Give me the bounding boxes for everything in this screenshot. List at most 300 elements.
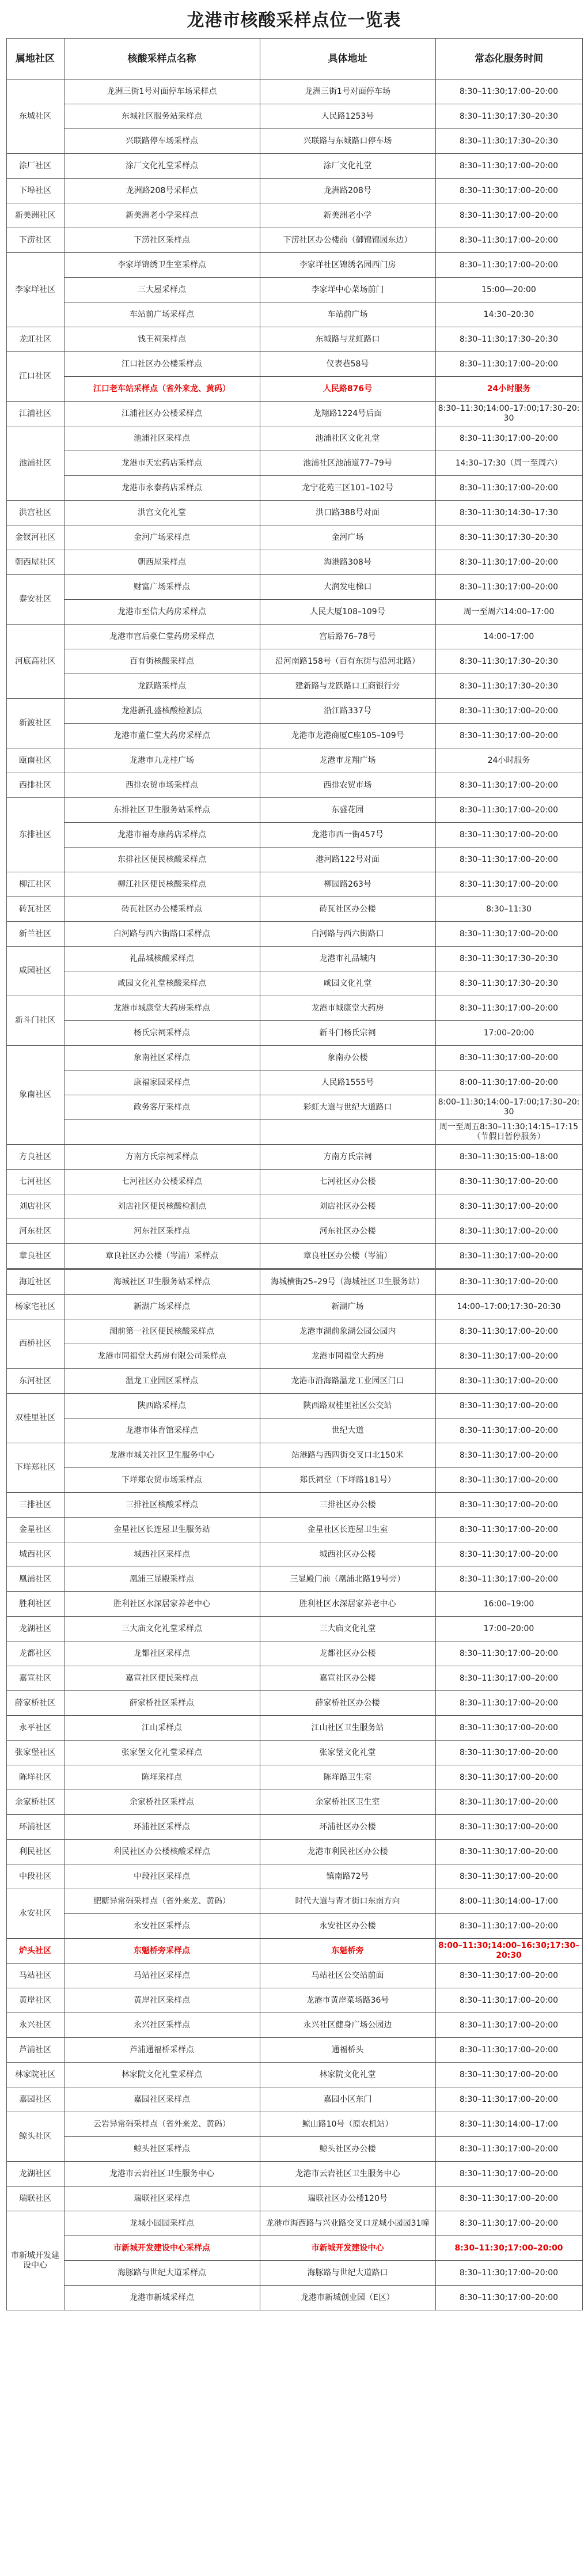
cell-service-time: 8:30–11:30;17:00–20:00 (435, 798, 582, 823)
table-row (6, 748, 582, 773)
table-row (6, 476, 582, 501)
cell-service-time: 8:30–11:30;17:00–20:00 (435, 1790, 582, 1815)
cell-community: 砖瓦社区 (6, 897, 64, 922)
cell-address: 龙港市西一街457号 (260, 823, 435, 848)
cell-site-name: 康福家园采样点 (64, 1071, 260, 1095)
table-row (6, 80, 582, 104)
cell-service-time: 8:30–11:30;17:00–20:00 (435, 1244, 582, 1269)
cell-site-name: 涂厂文化礼堂采样点 (64, 154, 260, 179)
cell-address: 陈垟路卫生室 (260, 1765, 435, 1790)
table-row (6, 1641, 582, 1666)
cell-site-name: 龙城小园园采样点 (64, 2211, 260, 2236)
cell-community: 杨家宅社区 (6, 1295, 64, 1319)
table-row (6, 2187, 582, 2211)
cell-site-name: 龙港市董仁堂大药房采样点 (64, 724, 260, 748)
cell-service-time: 8:30–11:30;17:00–20:00 (435, 848, 582, 872)
cell-community: 胜利社区 (6, 1592, 64, 1617)
table-row (6, 203, 582, 228)
cell-site-name: 兴联路停车场采样点 (64, 129, 260, 154)
table-header-row (6, 39, 582, 80)
cell-site-name: 龙港市宫后豪仁堂药房采样点 (64, 625, 260, 649)
cell-site-name: 车站前广场采样点 (64, 302, 260, 327)
cell-site-name: 咸园文化礼堂核酸采样点 (64, 971, 260, 996)
cell-service-time: 8:30–11:30;17:00–20:00 (435, 1219, 582, 1244)
table-row (6, 550, 582, 575)
cell-community: 龙湖社区 (6, 2162, 64, 2187)
cell-service-time: 8:30–11:30;17:00–20:00 (435, 352, 582, 377)
cell-service-time: 8:30–11:30;17:00–20:00 (435, 1988, 582, 2013)
cell-site-name: 龙港市福寿康药店采样点 (64, 823, 260, 848)
cell-address: 龙港市新城创业园（E区） (260, 2286, 435, 2310)
table-row (6, 377, 582, 402)
table-row (6, 947, 582, 971)
cell-address: 龙港市湖前象湖公园公园内 (260, 1319, 435, 1344)
cell-service-time: 8:30–11:30;17:00–20:00 (435, 1418, 582, 1443)
cell-address: 城西社区办公楼 (260, 1542, 435, 1567)
cell-community: 林家院社区 (6, 2063, 64, 2087)
cell-address: 龙洲三街1号对面停车场 (260, 80, 435, 104)
cell-service-time: 8:30–11:30;17:00–20:00 (435, 550, 582, 575)
cell-site-name: 下垟郑农贸市场采样点 (64, 1468, 260, 1493)
cell-site-name: 永安社区采样点 (64, 1914, 260, 1939)
cell-address: 郑氏祠堂（下垟路181号） (260, 1468, 435, 1493)
cell-site-name: 龙港市至信大药房采样点 (64, 600, 260, 625)
cell-community: 永平社区 (6, 1716, 64, 1741)
cell-address: 东魁桥旁 (260, 1939, 435, 1964)
cell-service-time: 8:30–11:30;17:30–20:30 (435, 525, 582, 550)
cell-address: 通福桥头 (260, 2038, 435, 2063)
table-row (6, 1691, 582, 1716)
table-row (6, 1219, 582, 1244)
cell-site-name: 砖瓦社区办公楼采样点 (64, 897, 260, 922)
cell-site-name: 林家院文化礼堂采样点 (64, 2063, 260, 2087)
cell-community: 江口社区 (6, 352, 64, 402)
cell-site-name: 章良社区办公楼（岑浦）采样点 (64, 1244, 260, 1269)
cell-address (260, 1120, 435, 1145)
cell-address: 洪口路388号对面 (260, 501, 435, 525)
cell-service-time: 8:30–11:30;17:00–20:00 (435, 1518, 582, 1542)
cell-community: 东河社区 (6, 1369, 64, 1394)
cell-community: 龙湖社区 (6, 1617, 64, 1641)
cell-address: 三排社区办公楼 (260, 1493, 435, 1518)
cell-service-time: 8:30–11:30;17:00–20:00 (435, 426, 582, 451)
cell-community: 朝西屋社区 (6, 550, 64, 575)
cell-community: 新美洲社区 (6, 203, 64, 228)
cell-community: 陈垟社区 (6, 1765, 64, 1790)
cell-address: 鲸山路10号（原农机站） (260, 2112, 435, 2137)
cell-community: 薛家桥社区 (6, 1691, 64, 1716)
cell-service-time: 8:30–11:30;17:00–20:00 (435, 2137, 582, 2162)
cell-service-time: 8:30–11:30;17:00–20:00 (435, 1542, 582, 1567)
cell-address: 龙港市同福堂大药房 (260, 1344, 435, 1369)
cell-address: 新斗门杨氏宗祠 (260, 1021, 435, 1046)
cell-address: 人民路1253号 (260, 104, 435, 129)
cell-site-name: 张家堡文化礼堂采样点 (64, 1741, 260, 1765)
cell-service-time: 16:00–19:00 (435, 1592, 582, 1617)
cell-service-time: 8:30–11:30;17:00–20:00 (435, 2087, 582, 2112)
cell-community: 炉头社区 (6, 1939, 64, 1964)
cell-site-name: 七河社区办公楼采样点 (64, 1170, 260, 1194)
cell-site-name: 肥糖异常码采样点（省外来龙、黄码） (64, 1889, 260, 1914)
cell-site-name: 海城社区卫生服务站采样点 (64, 1269, 260, 1295)
cell-service-time: 8:30–11:30;17:00–20:00 (435, 1567, 582, 1592)
cell-community: 下垟郑社区 (6, 1443, 64, 1493)
cell-community: 张家堡社区 (6, 1741, 64, 1765)
cell-site-name: 湖前第一社区便民核酸采样点 (64, 1319, 260, 1344)
table-row (6, 2211, 582, 2236)
cell-address: 下涝社区办公楼前（御锦锦园东边） (260, 228, 435, 253)
cell-community: 东城社区 (6, 80, 64, 154)
cell-address: 嘉园小区东门 (260, 2087, 435, 2112)
cell-address: 刘店社区办公楼 (260, 1194, 435, 1219)
cell-service-time: 8:30–11:30;17:00–20:00 (435, 773, 582, 798)
cell-site-name: 龙港市云岩社区卫生服务中心 (64, 2162, 260, 2187)
table-body (6, 80, 582, 2310)
cell-address: 胜利社区水深居家养老中心 (260, 1592, 435, 1617)
cell-site-name: 陕西路采样点 (64, 1394, 260, 1418)
cell-service-time: 14:30–20:30 (435, 302, 582, 327)
cell-community: 嘉宣社区 (6, 1666, 64, 1691)
cell-site-name: 芦浦通福桥采样点 (64, 2038, 260, 2063)
cell-site-name: 江口社区办公楼采样点 (64, 352, 260, 377)
table-row (6, 2038, 582, 2063)
cell-address: 金河广场 (260, 525, 435, 550)
cell-site-name: 龙港市新城采样点 (64, 2286, 260, 2310)
cell-site-name: 中段社区采样点 (64, 1864, 260, 1889)
table-row (6, 1170, 582, 1194)
cell-address: 永兴社区健身广场公园边 (260, 2013, 435, 2038)
cell-address: 鲸头社区办公楼 (260, 2137, 435, 2162)
cell-address: 象南办公楼 (260, 1046, 435, 1071)
cell-site-name: 河东社区采样点 (64, 1219, 260, 1244)
cell-community: 新斗门社区 (6, 996, 64, 1046)
cell-site-name: 胜利社区水深居家养老中心 (64, 1592, 260, 1617)
cell-site-name: 利民社区办公楼核酸采样点 (64, 1840, 260, 1864)
cell-site-name: 新湖广场采样点 (64, 1295, 260, 1319)
cell-community: 象南社区 (6, 1046, 64, 1145)
cell-service-time: 17:00–20:00 (435, 1021, 582, 1046)
table-row (6, 104, 582, 129)
cell-site-name: 池浦社区采样点 (64, 426, 260, 451)
cell-service-time: 8:30–11:30;17:30–20:30 (435, 947, 582, 971)
cell-community: 环浦社区 (6, 1815, 64, 1840)
cell-community: 金星社区 (6, 1518, 64, 1542)
cell-service-time: 24小时服务 (435, 748, 582, 773)
cell-service-time: 8:30–11:30;17:00–20:00 (435, 154, 582, 179)
table-row (6, 1269, 582, 1295)
cell-address: 龙翔路1224号后面 (260, 402, 435, 426)
cell-site-name: 金河广场采样点 (64, 525, 260, 550)
cell-service-time: 8:00–11:30;14:00–17:00;17:30–20:30 (435, 1095, 582, 1120)
table-row (6, 1418, 582, 1443)
cell-community: 双桂里社区 (6, 1394, 64, 1443)
cell-service-time: 8:30–11:30;14:00–17:00 (435, 2112, 582, 2137)
cell-community: 涂厂社区 (6, 154, 64, 179)
cell-service-time: 14:30–17:30（周一至周六） (435, 451, 582, 476)
cell-service-time: 8:30–11:30;17:00–20:00 (435, 2187, 582, 2211)
cell-address: 咸园文化礼堂 (260, 971, 435, 996)
table-row (6, 1443, 582, 1468)
cell-community: 利民社区 (6, 1840, 64, 1864)
table-row (6, 1095, 582, 1120)
cell-site-name: 龙跃路采样点 (64, 674, 260, 699)
cell-community: 龙都社区 (6, 1641, 64, 1666)
cell-address: 龙都社区办公楼 (260, 1641, 435, 1666)
cell-community: 市新城开发建设中心 (6, 2211, 64, 2310)
cell-site-name: 龙都社区采样点 (64, 1641, 260, 1666)
cell-community: 海近社区 (6, 1269, 64, 1295)
cell-community: 瑞联社区 (6, 2187, 64, 2211)
cell-site-name: 凰浦三显殿采样点 (64, 1567, 260, 1592)
cell-site-name: 东魁桥旁采样点 (64, 1939, 260, 1964)
cell-site-name: 财富广场采样点 (64, 575, 260, 600)
cell-site-name: 龙港市城关社区卫生服务中心 (64, 1443, 260, 1468)
table-row (6, 1295, 582, 1319)
cell-site-name: 三大屋采样点 (64, 278, 260, 302)
cell-service-time: 8:30–11:30;17:00–20:00 (435, 1369, 582, 1394)
table-row (6, 773, 582, 798)
cell-site-name (64, 1120, 260, 1145)
table-row (6, 798, 582, 823)
cell-service-time: 8:30–11:30;17:00–20:00 (435, 1741, 582, 1765)
cell-service-time: 8:30–11:30;14:00–17:00;17:30–20:30 (435, 402, 582, 426)
cell-address: 海城横街25–29号（海城社区卫生服务站） (260, 1269, 435, 1295)
table-row (6, 1394, 582, 1418)
table-row (6, 1964, 582, 1988)
cell-site-name: 嘉宣社区便民采样点 (64, 1666, 260, 1691)
cell-address: 柳园路263号 (260, 872, 435, 897)
cell-address: 江山社区卫生服务站 (260, 1716, 435, 1741)
table-row (6, 823, 582, 848)
table-row (6, 1716, 582, 1741)
table-row (6, 848, 582, 872)
cell-community: 洪宫社区 (6, 501, 64, 525)
cell-site-name: 温龙工业园区采样点 (64, 1369, 260, 1394)
cell-community: 东排社区 (6, 798, 64, 872)
cell-service-time: 15:00—20:00 (435, 278, 582, 302)
cell-service-time: 8:30–11:30;17:00–20:00 (435, 1716, 582, 1741)
page-title: 龙港市核酸采样点位一览表 (187, 10, 401, 31)
cell-service-time: 8:00–11:30;14:00–17:00 (435, 1889, 582, 1914)
cell-service-time: 8:30–11:30;17:00–20:00 (435, 179, 582, 203)
cell-community: 下涝社区 (6, 228, 64, 253)
table-row (6, 1914, 582, 1939)
table-row (6, 1518, 582, 1542)
cell-community: 河底高社区 (6, 625, 64, 699)
table-row (6, 1369, 582, 1394)
cell-service-time: 8:30–11:30;17:00–20:00 (435, 1964, 582, 1988)
cell-community: 永安社区 (6, 1889, 64, 1939)
table-row (6, 1145, 582, 1170)
cell-service-time: 8:30–11:30;17:00–20:00 (435, 253, 582, 278)
cell-service-time: 8:30–11:30;17:00–20:00 (435, 1046, 582, 1071)
cell-service-time: 8:30–11:30;17:00–20:00 (435, 1269, 582, 1295)
cell-address: 龙港市龙翔广场 (260, 748, 435, 773)
table-row (6, 1840, 582, 1864)
cell-site-name: 龙港市天宏药店采样点 (64, 451, 260, 476)
cell-address: 龙港市黄岸菜场路36号 (260, 1988, 435, 2013)
cell-site-name: 杨氏宗祠采样点 (64, 1021, 260, 1046)
table-row (6, 625, 582, 649)
table-row (6, 2063, 582, 2087)
cell-service-time: 8:30–11:30;17:30–20:30 (435, 674, 582, 699)
cell-community: 李家垟社区 (6, 253, 64, 327)
header-site-name: 核酸采样点名称 (64, 39, 260, 80)
cell-service-time: 8:30–11:30;17:00–20:00 (435, 1170, 582, 1194)
cell-community: 柳江社区 (6, 872, 64, 897)
cell-address: 李家垟社区锦绣名园西门房 (260, 253, 435, 278)
cell-address: 马站社区公交站前面 (260, 1964, 435, 1988)
cell-community: 新渡社区 (6, 699, 64, 748)
header-community: 属地社区 (6, 39, 64, 80)
cell-service-time: 8:30–11:30;17:30–20:30 (435, 104, 582, 129)
cell-service-time: 周一至周六14:00–17:00 (435, 600, 582, 625)
cell-service-time: 14:00–17:00;17:30–20:30 (435, 1295, 582, 1319)
cell-community: 下埠社区 (6, 179, 64, 203)
cell-service-time: 8:00–11:30;14:00–16:30;17:30–20:30 (435, 1939, 582, 1964)
cell-address: 建新路与龙跃路口工商银行旁 (260, 674, 435, 699)
cell-site-name: 龙港市同福堂大药房有限公司采样点 (64, 1344, 260, 1369)
cell-service-time: 8:30–11:30 (435, 897, 582, 922)
table-row (6, 1864, 582, 1889)
cell-address: 新湖广场 (260, 1295, 435, 1319)
cell-service-time: 8:00–11:30;17:00–20:00 (435, 1071, 582, 1095)
cell-community: 三排社区 (6, 1493, 64, 1518)
table-row (6, 154, 582, 179)
table-row (6, 922, 582, 947)
cell-site-name: 龙港市体育馆采样点 (64, 1418, 260, 1443)
table-row (6, 327, 582, 352)
cell-address: 龙港市礼品城内 (260, 947, 435, 971)
table-row (6, 1790, 582, 1815)
table-row (6, 600, 582, 625)
cell-site-name: 龙洲三街1号对面停车场采样点 (64, 80, 260, 104)
table-row (6, 1493, 582, 1518)
sampling-points-table (6, 38, 583, 2310)
cell-service-time: 8:30–11:30;17:00–20:00 (435, 1864, 582, 1889)
cell-address: 河东社区办公楼 (260, 1219, 435, 1244)
cell-address: 仪表巷58号 (260, 352, 435, 377)
cell-service-time: 17:00–20:00 (435, 1617, 582, 1641)
table-row (6, 501, 582, 525)
cell-address: 嘉宣社区办公楼 (260, 1666, 435, 1691)
cell-address: 车站前广场 (260, 302, 435, 327)
cell-address: 镇南路72号 (260, 1864, 435, 1889)
cell-site-name: 下涝社区采样点 (64, 228, 260, 253)
table-row (6, 649, 582, 674)
cell-community: 中段社区 (6, 1864, 64, 1889)
cell-address: 三大庙文化礼堂 (260, 1617, 435, 1641)
cell-address: 龙港市海西路与兴业路交叉口龙城小园园31幢 (260, 2211, 435, 2236)
cell-address: 环浦社区办公楼 (260, 1815, 435, 1840)
cell-address: 陕西路双桂里社区公交站 (260, 1394, 435, 1418)
cell-address: 市新城开发建设中心 (260, 2236, 435, 2261)
cell-service-time: 8:30–11:30;17:00–20:00 (435, 996, 582, 1021)
table-row (6, 525, 582, 550)
cell-service-time: 8:30–11:30;17:00–20:00 (435, 1394, 582, 1418)
table-row (6, 1542, 582, 1567)
table-row (6, 674, 582, 699)
cell-service-time: 8:30–11:30;17:00–20:00 (435, 872, 582, 897)
cell-community: 城西社区 (6, 1542, 64, 1567)
cell-site-name: 三排社区核酸采样点 (64, 1493, 260, 1518)
cell-address: 龙港市沿海路温龙工业园区门口 (260, 1369, 435, 1394)
cell-community: 刘店社区 (6, 1194, 64, 1219)
table-row (6, 1666, 582, 1691)
cell-site-name: 方南方氏宗祠采样点 (64, 1145, 260, 1170)
cell-site-name: 朝西屋采样点 (64, 550, 260, 575)
table-row (6, 2261, 582, 2286)
cell-site-name: 龙港市九龙桂广场 (64, 748, 260, 773)
cell-service-time: 8:30–11:30;17:00–20:00 (435, 476, 582, 501)
cell-service-time: 8:30–11:30;17:00–20:00 (435, 1815, 582, 1840)
cell-address: 人民路876号 (260, 377, 435, 402)
table-row (6, 724, 582, 748)
cell-community: 章良社区 (6, 1244, 64, 1269)
cell-address: 白河路与西六街路口 (260, 922, 435, 947)
table-row (6, 1071, 582, 1095)
cell-address: 张家堡文化礼堂 (260, 1741, 435, 1765)
table-row (6, 2013, 582, 2038)
cell-address: 方南方氏宗祠 (260, 1145, 435, 1170)
cell-site-name: 象南社区采样点 (64, 1046, 260, 1071)
table-row (6, 2236, 582, 2261)
table-row (6, 1468, 582, 1493)
cell-address: 龙港市城康堂大药房 (260, 996, 435, 1021)
cell-service-time: 8:30–11:30;17:00–20:00 (435, 2211, 582, 2236)
cell-site-name: 永兴社区采样点 (64, 2013, 260, 2038)
cell-service-time: 8:30–11:30;17:00–20:00 (435, 1443, 582, 1468)
table-row (6, 1741, 582, 1765)
cell-community: 池浦社区 (6, 426, 64, 501)
table-row (6, 971, 582, 996)
cell-community: 瓯南社区 (6, 748, 64, 773)
cell-site-name: 柳江社区便民核酸采样点 (64, 872, 260, 897)
cell-address: 世纪大道 (260, 1418, 435, 1443)
cell-community: 七河社区 (6, 1170, 64, 1194)
cell-site-name: 政务客厅采样点 (64, 1095, 260, 1120)
cell-community: 咸园社区 (6, 947, 64, 996)
cell-address: 砖瓦社区办公楼 (260, 897, 435, 922)
cell-site-name: 刘店社区便民核酸检测点 (64, 1194, 260, 1219)
table-row (6, 426, 582, 451)
cell-site-name: 市新城开发建设中心采样点 (64, 2236, 260, 2261)
header-address: 具体地址 (260, 39, 435, 80)
table-row (6, 129, 582, 154)
cell-site-name: 江口老车站采样点（省外来龙、黄码） (64, 377, 260, 402)
cell-service-time: 24小时服务 (435, 377, 582, 402)
cell-address: 章良社区办公楼（岑浦） (260, 1244, 435, 1269)
table-row (6, 1021, 582, 1046)
cell-site-name: 龙港市永泰药店采样点 (64, 476, 260, 501)
cell-address: 站港路与西四街交叉口北150米 (260, 1443, 435, 1468)
cell-address: 西排农贸市场 (260, 773, 435, 798)
cell-address: 李家垟中心菜场前门 (260, 278, 435, 302)
table-row (6, 253, 582, 278)
cell-site-name: 礼品城核酸采样点 (64, 947, 260, 971)
cell-service-time: 8:30–11:30;17:00–20:00 (435, 2162, 582, 2187)
table-row (6, 1939, 582, 1964)
table-row (6, 1194, 582, 1219)
cell-community: 嘉园社区 (6, 2087, 64, 2112)
table-row (6, 179, 582, 203)
table-row (6, 2286, 582, 2310)
cell-site-name: 城西社区采样点 (64, 1542, 260, 1567)
cell-address: 时代大道与青才街口东南方向 (260, 1889, 435, 1914)
cell-service-time: 8:30–11:30;17:00–20:00 (435, 1666, 582, 1691)
page (6, 0, 582, 2316)
cell-address: 金星社区长连屋卫生室 (260, 1518, 435, 1542)
